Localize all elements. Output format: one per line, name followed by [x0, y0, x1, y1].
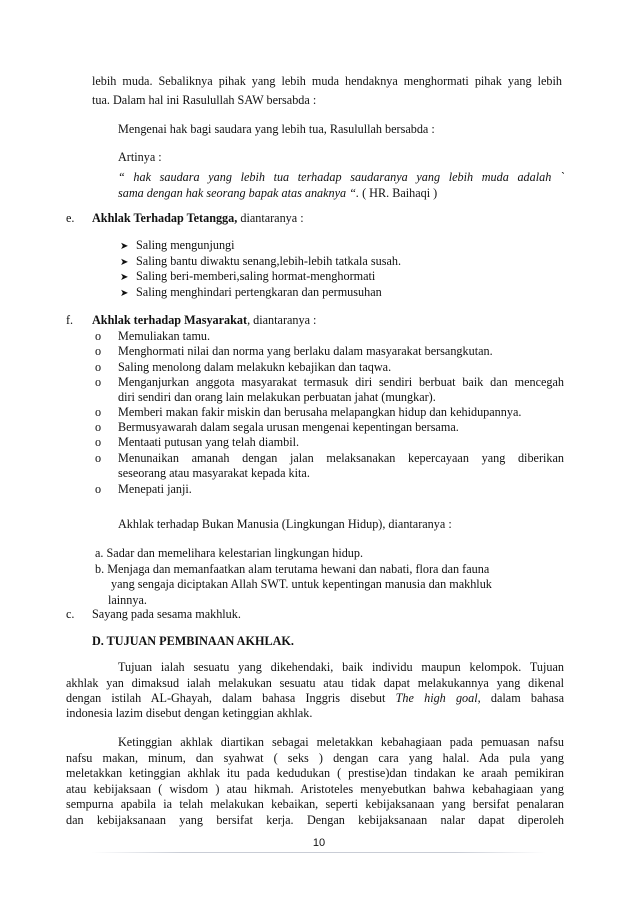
p1-line3-pre: dengan istilah AL-Ghayah, dalam bahasa Inggris disebut — [66, 691, 386, 705]
list-item: Menepati janji. — [118, 482, 192, 496]
list-item: Mentaati putusan yang telah diambil. — [118, 435, 300, 449]
paragraph-line: Tujuan ialah sesuatu yang dikehendaki, baik individu maupun kelompok. Tujuan — [118, 660, 564, 674]
section-f-heading — [92, 313, 316, 328]
section-f-title: Akhlak terhadap Masyarakat — [92, 313, 248, 327]
list-item: Saling beri-memberi,saling hormat-menghormati — [136, 269, 376, 283]
p1-line3-post: dalam bahasa — [490, 691, 565, 705]
circle-bullet: o — [95, 420, 102, 434]
footer-divider — [92, 852, 546, 853]
paragraph-line: Ketinggian akhlak diartikan sebagai meletakkan kebahagiaan pada pemuasan nafsu — [118, 735, 564, 749]
list-item: Saling bantu diwaktu senang,lebih-lebih tatkala susah. — [136, 254, 402, 268]
non-human-item-b-cont: lainnya. — [108, 593, 147, 607]
quote-line-1: “ hak saudara yang lebih tua terhadap saudaranya yang lebih muda adalah ` — [118, 170, 564, 184]
circle-bullet: o — [95, 375, 102, 389]
section-f-marker: f. — [66, 313, 74, 327]
paragraph-line: atau kebijaksaan ( wisdom ) atau hikmah. Aristoteles menyebutkan bahwa kebahagiaan yang — [66, 782, 564, 796]
page-number: 10 — [312, 837, 326, 849]
paragraph-line: nafsu makan, minum, dan syahwat ( seks ) dengan cara yang halal. Ada pula yang — [66, 751, 564, 765]
circle-bullet: o — [95, 344, 102, 358]
list-item-continued: diri sendiri dan orang lain melakukan perbuatan jahat (mungkar). — [118, 390, 436, 404]
non-human-item-b-cont: yang sengaja diciptakan Allah SWT. untuk kepentingan manusia dan makhluk — [111, 577, 492, 591]
arrow-bullet-icon: ➤ — [120, 257, 129, 268]
arrow-bullet-icon: ➤ — [120, 241, 129, 252]
list-item: Menunaikan amanah dengan jalan melaksanakan kepercayaan yang diberikan — [118, 451, 564, 465]
paragraph-line — [66, 691, 564, 706]
circle-bullet: o — [95, 360, 102, 374]
list-item: Saling menolong dalam melakukn kebajikan dan taqwa. — [118, 360, 392, 374]
list-item: Saling menghindari pertengkaran dan permusuhan — [136, 285, 382, 299]
quote-source: ( HR. Baihaqi ) — [362, 186, 438, 200]
section-e-title: Akhlak Terhadap Tetangga, — [92, 211, 238, 225]
list-item: Bermusyawarah dalam segala urusan mengenai kepentingan bersama. — [118, 420, 459, 434]
paragraph-line: dan kebijaksanaan yang bersifat kerja. Dengan kebijaksanaan nalar dapat diperoleh — [66, 813, 564, 827]
list-item: Memberi makan fakir miskin dan berusaha melapangkan hidup dan kehidupannya. — [118, 405, 522, 419]
paragraph-line: akhlak yan dimaksud ialah melakukan sesuatu atau tidak dapat melakukannya yang dikenal — [66, 676, 564, 690]
section-e-marker: e. — [66, 211, 75, 225]
circle-bullet: o — [95, 482, 102, 496]
quote-line-2 — [118, 186, 437, 201]
section-e-suffix: diantaranya : — [240, 211, 304, 225]
paragraph-line: sempurna apabila ia telah melakukan kebaikan, seperti kebijaksanaan yang bersifat penalaran — [66, 797, 564, 811]
intro-line-2: tua. Dalam hal ini Rasulullah SAW bersabda : — [92, 93, 317, 107]
list-item: Memuliakan tamu. — [118, 329, 211, 343]
section-e-heading — [92, 211, 304, 226]
list-item-continued: seseorang atau masyarakat kepada kita. — [118, 466, 310, 480]
quote-text: sama dengan hak seorang bapak atas anaknya “. — [118, 186, 360, 200]
arrow-bullet-icon: ➤ — [120, 272, 129, 283]
list-item: Menghormati nilai dan norma yang berlaku dalam masyarakat bersangkutan. — [118, 344, 493, 358]
high-goal-term: The high goal, — [395, 691, 481, 705]
circle-bullet: o — [95, 405, 102, 419]
paragraph-line: meletakkan ketinggian akhlak itu pada kedudukan ( prestise)dan tindakan ke araah pemikiran — [66, 766, 564, 780]
non-human-item-c: Sayang pada sesama makhluk. — [92, 607, 241, 621]
non-human-heading: Akhlak terhadap Bukan Manusia (Lingkungan Hidup), diantaranya : — [118, 517, 452, 531]
paragraph-line: indonesia lazim disebut dengan ketinggian akhlak. — [66, 706, 313, 720]
non-human-item-a: a. Sadar dan memelihara kelestarian lingkungan hidup. — [95, 546, 364, 560]
circle-bullet: o — [95, 435, 102, 449]
circle-bullet: o — [95, 329, 102, 343]
item-c-marker: c. — [66, 607, 75, 621]
section-f-suffix: , diantaranya : — [247, 313, 317, 327]
artinya-label: Artinya : — [118, 150, 162, 164]
circle-bullet: o — [95, 451, 102, 465]
non-human-item-b: b. Menjaga dan memanfaatkan alam terutama hewani dan nabati, flora dan fauna — [95, 562, 490, 576]
hadith-intro: Mengenai hak bagi saudara yang lebih tua, Rasulullah bersabda : — [118, 122, 435, 136]
list-item: Menganjurkan anggota masyarakat termasuk diri sendiri berbuat baik dan mencegah — [118, 375, 564, 389]
arrow-bullet-icon: ➤ — [120, 288, 129, 299]
list-item: Saling mengunjungi — [136, 238, 235, 252]
intro-line-1: lebih muda. Sebaliknya pihak yang lebih muda hendaknya menghormati pihak yang lebih — [92, 74, 562, 88]
section-d-title: D. TUJUAN PEMBINAAN AKHLAK. — [92, 634, 294, 648]
